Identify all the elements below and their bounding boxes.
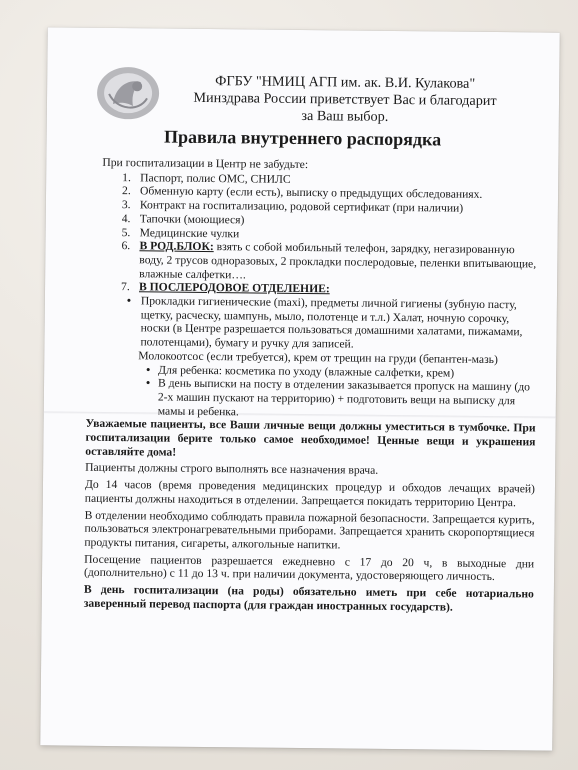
header-line-2: Минздрава России приветствует Вас и благодарит [193,89,497,110]
header-line-3: за Ваш выбор. [301,108,389,125]
list-item: 5. Медицинские чулки [121,225,240,240]
document-title: Правила внутреннего распорядка [163,126,442,150]
list-item: 6. В РОД.БЛОК: взять с собой мобильный телефон, зарядку, негазированную воду, 2 трусов одноразовых, 2 прокладки послеродовые, пеленки впитывающие, влажные салфетки…. [121,239,537,282]
list-item: 4. Тапочки (моющиеся) [121,211,245,227]
sub-list-item: • Прокладки гигиенические (maxi), предметы личной гигиены (зубную пасту, щетку, расческу, шампунь, мыло, полотенце и т.л.) Халат, ночную сорочку, носки (в Центре разрешается пользоваться домашними халатами, пижамами, полотенцами), бумагу и ручку для записей. [86,294,537,354]
center-logo-emblem [95,64,162,123]
paragraph: До 14 часов (время проведения медицинских процедур и обходов лечащих врачей) пациенты должны находиться в отделении. Запрещается покидать территорию Центра. [84,477,536,510]
section-label-rodblok: В РОД.БЛОК: [139,239,214,254]
document-header [165,73,526,128]
sub-list-item-continued: Молокоотсос (если требуется), крем от трещин на груди (бепантен-мазь) [138,349,498,366]
list-item: 7. В ПОСЛЕРОДОВОЕ ОТДЕЛЕНИЕ: [120,280,330,296]
intro-text: При госпитализации в Центр не забудьте: [102,155,309,172]
header-line-1: ФГБУ "НМИЦ АГП им. ак. В.И. Кулакова" [215,73,476,92]
list-item: 3. Контракт на госпитализацию, родовой сертификат (при наличии) [121,198,464,215]
paragraph: Посещение пациентов разрешается ежедневно с 17 до 20 ч, в выходные дни (дополнительно) с 11 до 13 ч. при наличии документа, удостоверяющего личность. [83,552,535,584]
list-item: 2. Обменную карту (если есть), выписку о предыдущих обследованиях. [121,184,483,202]
warning-text: Уважаемые пациенты, все Ваши личные вещи должны уместиться в тумбочке. При госпитализации берите только самое необходимое! Ценные вещи и украшения оставляйте дома! [85,417,536,459]
section-label-postpartum: В ПОСЛЕРОДОВОЕ ОТДЕЛЕНИЕ: [138,280,330,296]
postpartum-sublist [86,294,537,422]
list-item: 1. Паспорт, полис ОМС, СНИЛС [122,170,291,186]
paragraph: В отделении необходимо соблюдать правила пожарной безопасности. Запрещается курить, пользоваться электронагревательными приборами. Запрещается хранить скоропортящиеся продукты питания, сигареты, алкогольные напитки. [84,508,535,552]
checklist [87,170,538,298]
document-body [84,156,539,618]
final-note: В день госпитализации (на роды) обязательно иметь при себе нотариально заверенный перевод паспорта (для граждан иностранных государств). [83,582,534,614]
sub-list-item: • В день выписки на посту в отделении заказывается пропуск на машину (до 2-х машин пускают на территорию) + подготовить вещи на выписку для мамы и ребенка. [86,376,536,422]
paragraph: Пациенты должны строго выполнять все назначения врача. [85,461,379,478]
document-sheet [40,27,559,750]
sub-list-item: • Для ребенка: косметика по уходу (влажные салфетки, крем) [86,362,536,380]
